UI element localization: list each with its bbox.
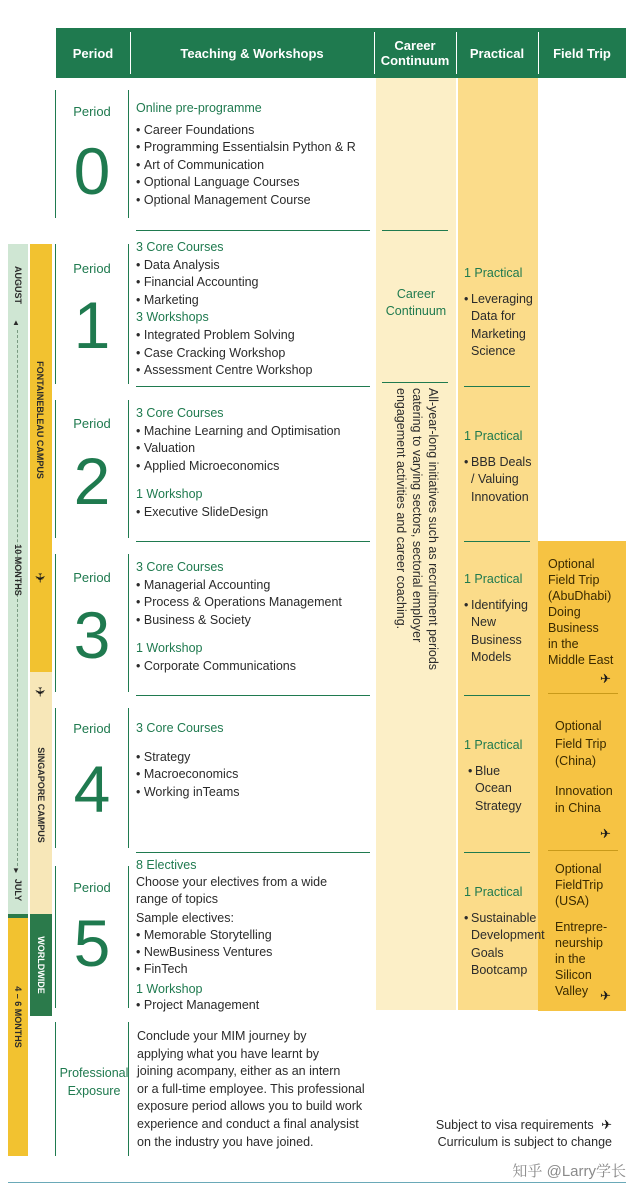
header-divider [130,32,131,74]
teaching-item: • Case Cracking Workshop [136,345,374,363]
field-trip-period-4 [555,718,635,818]
strip-label-fontainebleau: FONTAINEBLEAU CAMPUS [35,361,45,479]
field-divider [548,850,618,851]
period-label: Period [73,416,111,431]
period-label: Period [73,261,111,276]
teaching-item: • Business & Society [136,612,374,630]
field-trip-line: Optional [548,557,595,571]
period-number-2: 2 [73,444,111,518]
period-number-1: 1 [73,288,111,362]
practical-line: Blue [475,763,501,778]
field-trip-line: Field Trip [548,573,600,587]
practical-heading: 1 Practical [464,738,523,752]
header-divider [456,32,457,74]
practical-line: New [471,615,497,630]
teaching-item: • Machine Learning and Optimisation [136,423,374,441]
strip-label-july: JULY [13,878,23,902]
teaching-item: • Executive SlideDesign [136,504,374,522]
visa-note-text: Subject to visa requirements [435,1118,594,1132]
practical-line: Models [471,650,512,665]
period-label: Period [73,104,111,119]
teaching-period-3 [136,559,374,676]
practical-line: Sustainable [471,910,537,925]
period-divider [128,554,129,692]
field-trip-line: in the [548,637,579,651]
bullet: • [464,291,469,306]
field-trip-line: neurship [555,936,603,950]
teaching-heading: 3 Workshops [136,310,209,325]
practical-line: Development [471,928,545,943]
practical-heading: 1 Practical [464,885,523,899]
practical-line: Strategy [475,798,522,813]
row-divider [136,695,370,696]
field-trip-line: Middle East [548,653,614,667]
arrow-up-icon: ▲ [12,318,20,327]
strip-label-worldwide: WORLDWIDE [36,936,46,994]
period-divider [128,708,129,848]
field-trip-line: Silicon [555,968,592,982]
teaching-item: • Working inTeams [136,784,374,802]
teaching-heading: Online pre-programme [136,101,262,115]
professional-exposure-text [137,1028,399,1151]
exposure-line: joining acompany, either as an intern [137,1064,341,1079]
teaching-item: • Integrated Problem Solving [136,327,374,345]
exposure-label-line2: Exposure [67,1084,121,1098]
row-divider [464,386,530,387]
teaching-sample-label: Sample electives: [136,911,234,926]
teaching-item: • Career Foundations [136,122,374,140]
strip-label-ten-months: 10 MONTHS [13,544,23,596]
teaching-item: • Financial Accounting [136,274,374,292]
field-trip-line: Entrepre- [555,920,608,934]
field-trip-line: (AbuDhabi) [548,589,612,603]
practical-line: Marketing [471,326,526,341]
period-label: Period [73,570,111,585]
teaching-item: • Marketing [136,292,374,310]
row-divider [464,852,530,853]
practical-period-4 [464,737,536,815]
field-trip-period-5 [555,861,635,999]
teaching-item: • Memorable Storytelling [136,927,374,944]
practical-period-2 [464,428,536,506]
career-label-line2: Continuum [385,304,447,318]
row-divider [136,852,370,853]
teaching-intro: range of topics [136,891,218,906]
career-continuum-label [376,286,456,320]
exposure-line: exposure period allows you to build work [137,1099,363,1114]
career-desc-line: All-year-long initiatives such as recruitment periods [426,388,440,671]
career-label-line1: Career [396,287,436,301]
teaching-heading: 1 Workshop [136,981,203,996]
teaching-heading: 1 Workshop [136,487,203,502]
teaching-item: • FinTech [136,961,374,978]
teaching-period-1 [136,239,374,380]
practical-heading: 1 Practical [464,429,523,443]
period-label: Period [73,721,111,736]
period-divider [128,866,129,1008]
field-divider [548,693,618,694]
header-career-line2: Continuum [380,53,450,68]
exposure-label-line1: Professional [59,1066,129,1080]
period-number-3: 3 [73,598,111,672]
practical-line: Goals [471,945,504,960]
practical-line: Data for [471,309,516,324]
field-trip-line: Optional [555,862,602,876]
practical-period-1 [464,265,536,361]
header-field-trip: Field Trip [538,28,626,78]
header-career [374,28,456,78]
watermark: 知乎 @Larry学长 [512,1163,626,1180]
visa-note [436,1117,612,1133]
teaching-heading: 3 Core Courses [136,406,224,420]
plane-icon: ✈ [32,686,48,698]
field-trip-line: Innovation [555,783,613,798]
header-divider [538,32,539,74]
teaching-period-2 [136,405,374,522]
field-trip-line: Doing [548,605,581,619]
bullet: • [464,910,469,925]
teaching-heading: 1 Workshop [136,641,203,656]
period-divider [128,400,129,538]
period-number-0: 0 [73,134,111,208]
teaching-heading: 3 Core Courses [136,560,224,574]
teaching-item: • Project Management [136,997,374,1014]
row-divider [136,230,370,231]
teaching-item: • Valuation [136,440,374,458]
practical-column-bg [458,78,538,1010]
teaching-intro: Choose your electives from a wide [136,874,328,889]
row-divider [464,541,530,542]
practical-line: / Valuing [471,472,519,487]
career-continuum-description [393,388,441,670]
practical-line: BBB Deals [471,454,532,469]
teaching-item: • Process & Operations Management [136,594,374,612]
period-divider [128,90,129,218]
row-divider [136,386,370,387]
career-desc-line: engagement activities and career coaching. [394,388,408,630]
field-trip-line: Field Trip [555,736,607,751]
plane-icon: ✈ [600,671,611,686]
plane-icon: ✈ [600,826,611,841]
period-divider [128,244,129,384]
teaching-heading: 3 Core Courses [136,240,224,254]
header-practical: Practical [456,28,538,78]
field-trip-line: (USA) [555,894,590,908]
teaching-period-0 [136,100,374,210]
professional-exposure-label [56,1064,132,1100]
plane-icon: ✈ [600,988,611,1003]
field-trip-line: Valley [555,984,589,998]
teaching-item: • Data Analysis [136,257,374,275]
exposure-line: applying what you have learnt by [137,1046,320,1061]
bullet: • [468,763,473,778]
period-number-5: 5 [73,906,111,980]
teaching-item: • Programming Essentialsin Python & R [136,139,374,157]
field-trip-line: in the [555,952,586,966]
bullet: • [464,454,469,469]
practical-heading: 1 Practical [464,572,523,586]
field-trip-line: FieldTrip [555,878,604,892]
period-label: Period [73,880,111,895]
teaching-heading: 3 Core Courses [136,721,224,735]
field-trip-line: (China) [555,754,596,768]
row-divider [382,230,448,231]
row-divider [464,695,530,696]
header-divider [374,32,375,74]
exposure-line: on the industry you have joined. [137,1134,314,1149]
teaching-item: • Managerial Accounting [136,577,374,595]
teaching-heading: 8 Electives [136,858,197,872]
field-trip-period-3 [548,556,628,668]
exposure-line: Conclude your MIM journey by [137,1029,307,1043]
practical-line: Business [471,632,522,647]
practical-line: Ocean [475,781,512,796]
plane-icon: ✈ [32,572,48,584]
exposure-line: experience and conduct a final analysist [137,1116,359,1131]
teaching-item: • Strategy [136,749,374,767]
teaching-item: • Assessment Centre Workshop [136,362,374,380]
strip-label-singapore: SINGAPORE CAMPUS [36,747,46,843]
strip-label-four-six-months: 4 – 6 MONTHS [13,986,23,1048]
teaching-item: • Corporate Communications [136,658,374,676]
teaching-item: • Applied Microeconomics [136,458,374,476]
teaching-item: • Macroeconomics [136,766,374,784]
field-trip-line: Optional [555,719,602,733]
header-period: Period [56,28,130,78]
bullet: • [464,597,469,612]
practical-period-3 [464,571,536,667]
teaching-item: • NewBusiness Ventures [136,944,374,961]
curriculum-note: Curriculum is subject to change [437,1135,612,1149]
career-desc-line: catering to varying sectors, sectorial employer [410,388,424,643]
teaching-item: • Art of Communication [136,157,374,175]
practical-line: Innovation [471,489,529,504]
practical-period-5 [464,884,545,980]
practical-line: Bootcamp [471,963,528,978]
practical-line: Identifying [471,597,528,612]
practical-line: Science [471,344,516,359]
practical-line: Leveraging [471,291,533,306]
header-teaching: Teaching & Workshops [130,28,374,78]
teaching-period-5 [136,857,374,1014]
bottom-rule [8,1182,626,1183]
field-trip-line: Business [548,621,599,635]
field-trip-line: in China [555,801,601,815]
row-divider [136,541,370,542]
teaching-item: • Optional Language Courses [136,174,374,192]
practical-heading: 1 Practical [464,266,523,280]
header-career-line1: Career [394,38,436,53]
strip-label-august: AUGUST [13,266,23,304]
teaching-period-4 [136,720,374,801]
arrow-down-icon: ▼ [12,866,20,875]
plane-icon: ✈ [601,1117,612,1132]
teaching-item: • Optional Management Course [136,192,374,210]
exposure-line: or a full-time employee. This professional [137,1081,365,1096]
career-divider [382,382,448,383]
period-number-4: 4 [73,752,111,826]
